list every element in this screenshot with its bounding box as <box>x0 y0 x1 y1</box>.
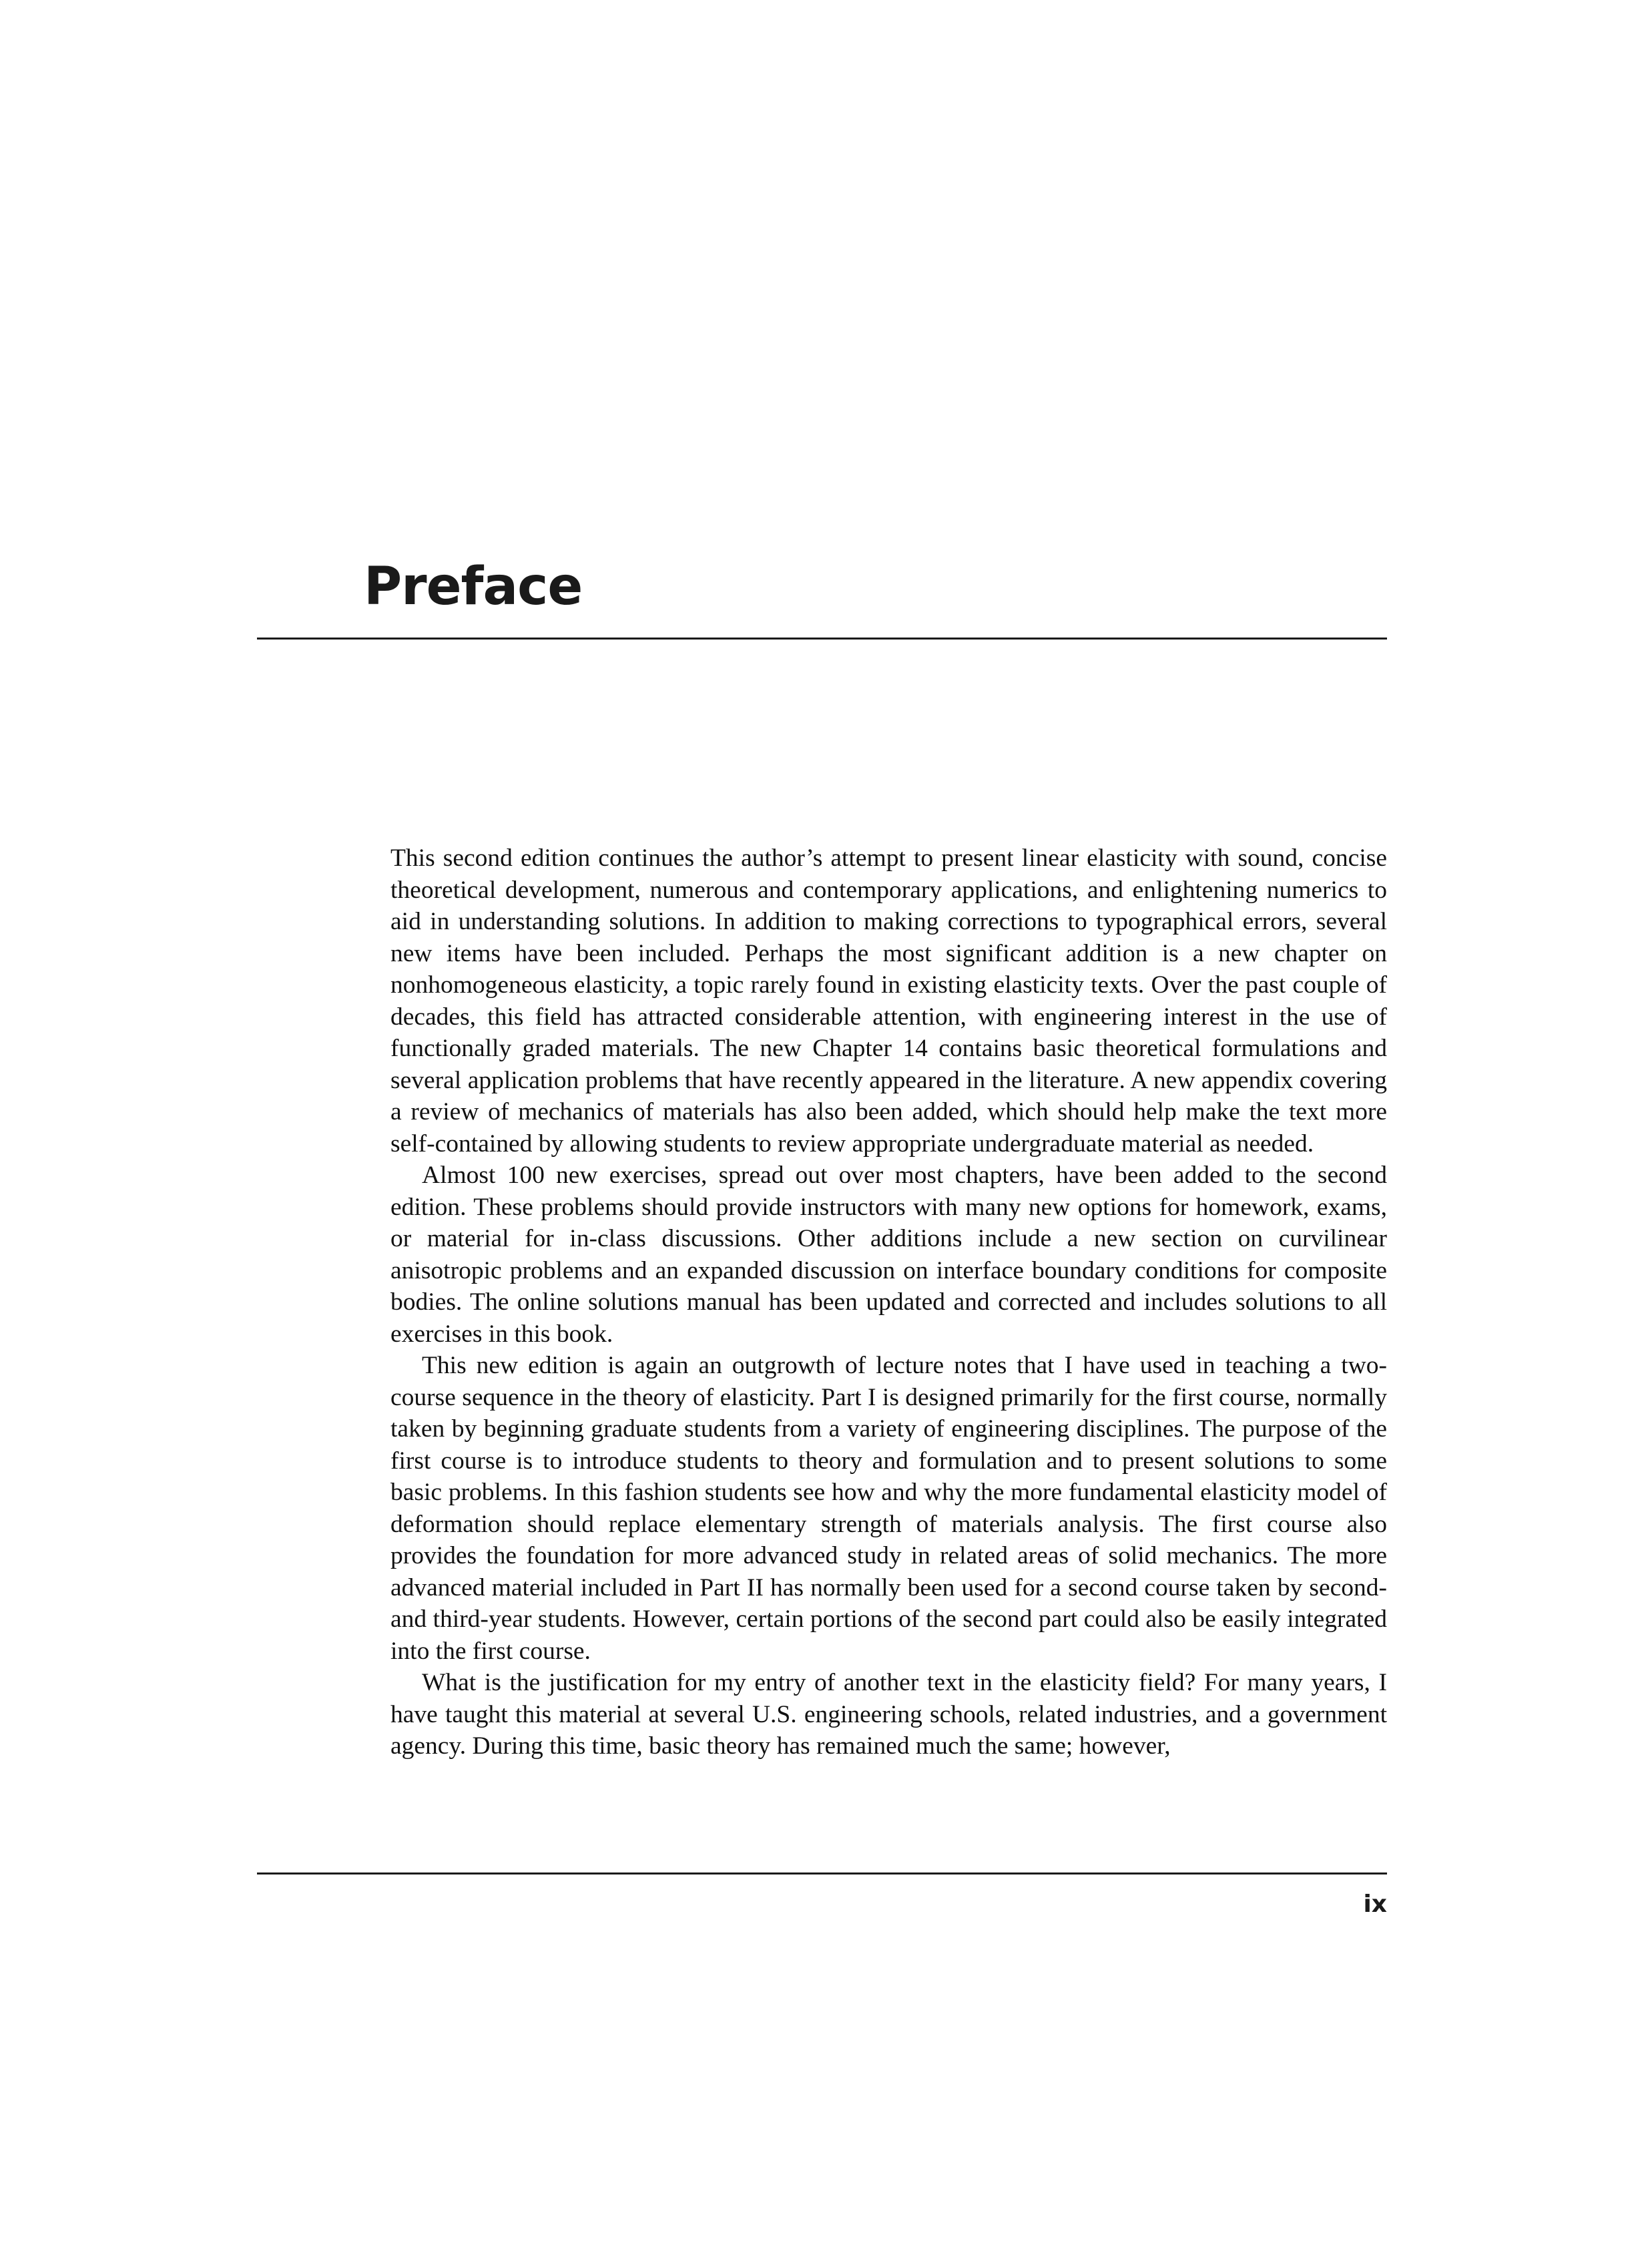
chapter-title: Preface <box>364 557 583 617</box>
paragraph-4: What is the justification for my entry of another text in the elasticity field? For many years, I have taught this material at several U.S. engineering schools, related industries, and a government agency. During this time, basic theory has remained much the same; however, <box>390 1669 1387 1760</box>
paragraph-3: This new edition is again an outgrowth of lecture notes that I have used in teaching a two-course sequence in the theory of elasticity. Part I is designed primarily for the first course, normally taken by beginning graduate students from a variety of engineering disciplines. The purpose of the first course is to introduce students to theory and formulation and to present solutions to some basic problems. In this fashion students see how and why the more fundamental elasticity model of deformation should replace elementary strength of materials analysis. The first course also provides the foundation for more advanced study in related areas of solid mechanics. The more advanced material included in Part II has normally been used for a second course taken by second- and third-year students. However, certain portions of the second part could also be easily integrated into the first course. <box>390 1352 1387 1665</box>
footer-rule <box>257 1872 1387 1874</box>
paragraph-2: Almost 100 new exercises, spread out over most chapters, have been added to the second edition. These problems should provide instructors with many new options for homework, exams, or material for in-class discussions. Other additions include a new section on curvilinear anisotropic problems and an expanded discussion on interface boundary conditions for composite bodies. The online solutions manual has been updated and corrected and includes solutions to all exercises in this book. <box>390 1162 1387 1348</box>
paragraph-1: This second edition continues the author’s attempt to present linear elasticity with sound, concise theoretical development, numerous and contemporary applications, and enlightening numerics to aid in understanding solutions. In addition to making corrections to typographical errors, several new items have been included. Perhaps the most significant addition is a new chapter on nonhomogeneous elasticity, a topic rarely found in existing elasticity texts. Over the past couple of decades, this field has attracted considerable attention, with engineering interest in the use of functionally graded materials. The new Chapter 14 contains basic theoretical formulations and several application problems that have recently appeared in the literature. A new appendix covering a review of mechanics of materials has also been added, which should help make the text more self-contained by allowing students to review appropriate undergraduate material as needed. <box>390 844 1387 1158</box>
title-rule <box>257 638 1387 640</box>
body-text <box>390 842 1387 1762</box>
page-number: ix <box>1363 1891 1387 1918</box>
